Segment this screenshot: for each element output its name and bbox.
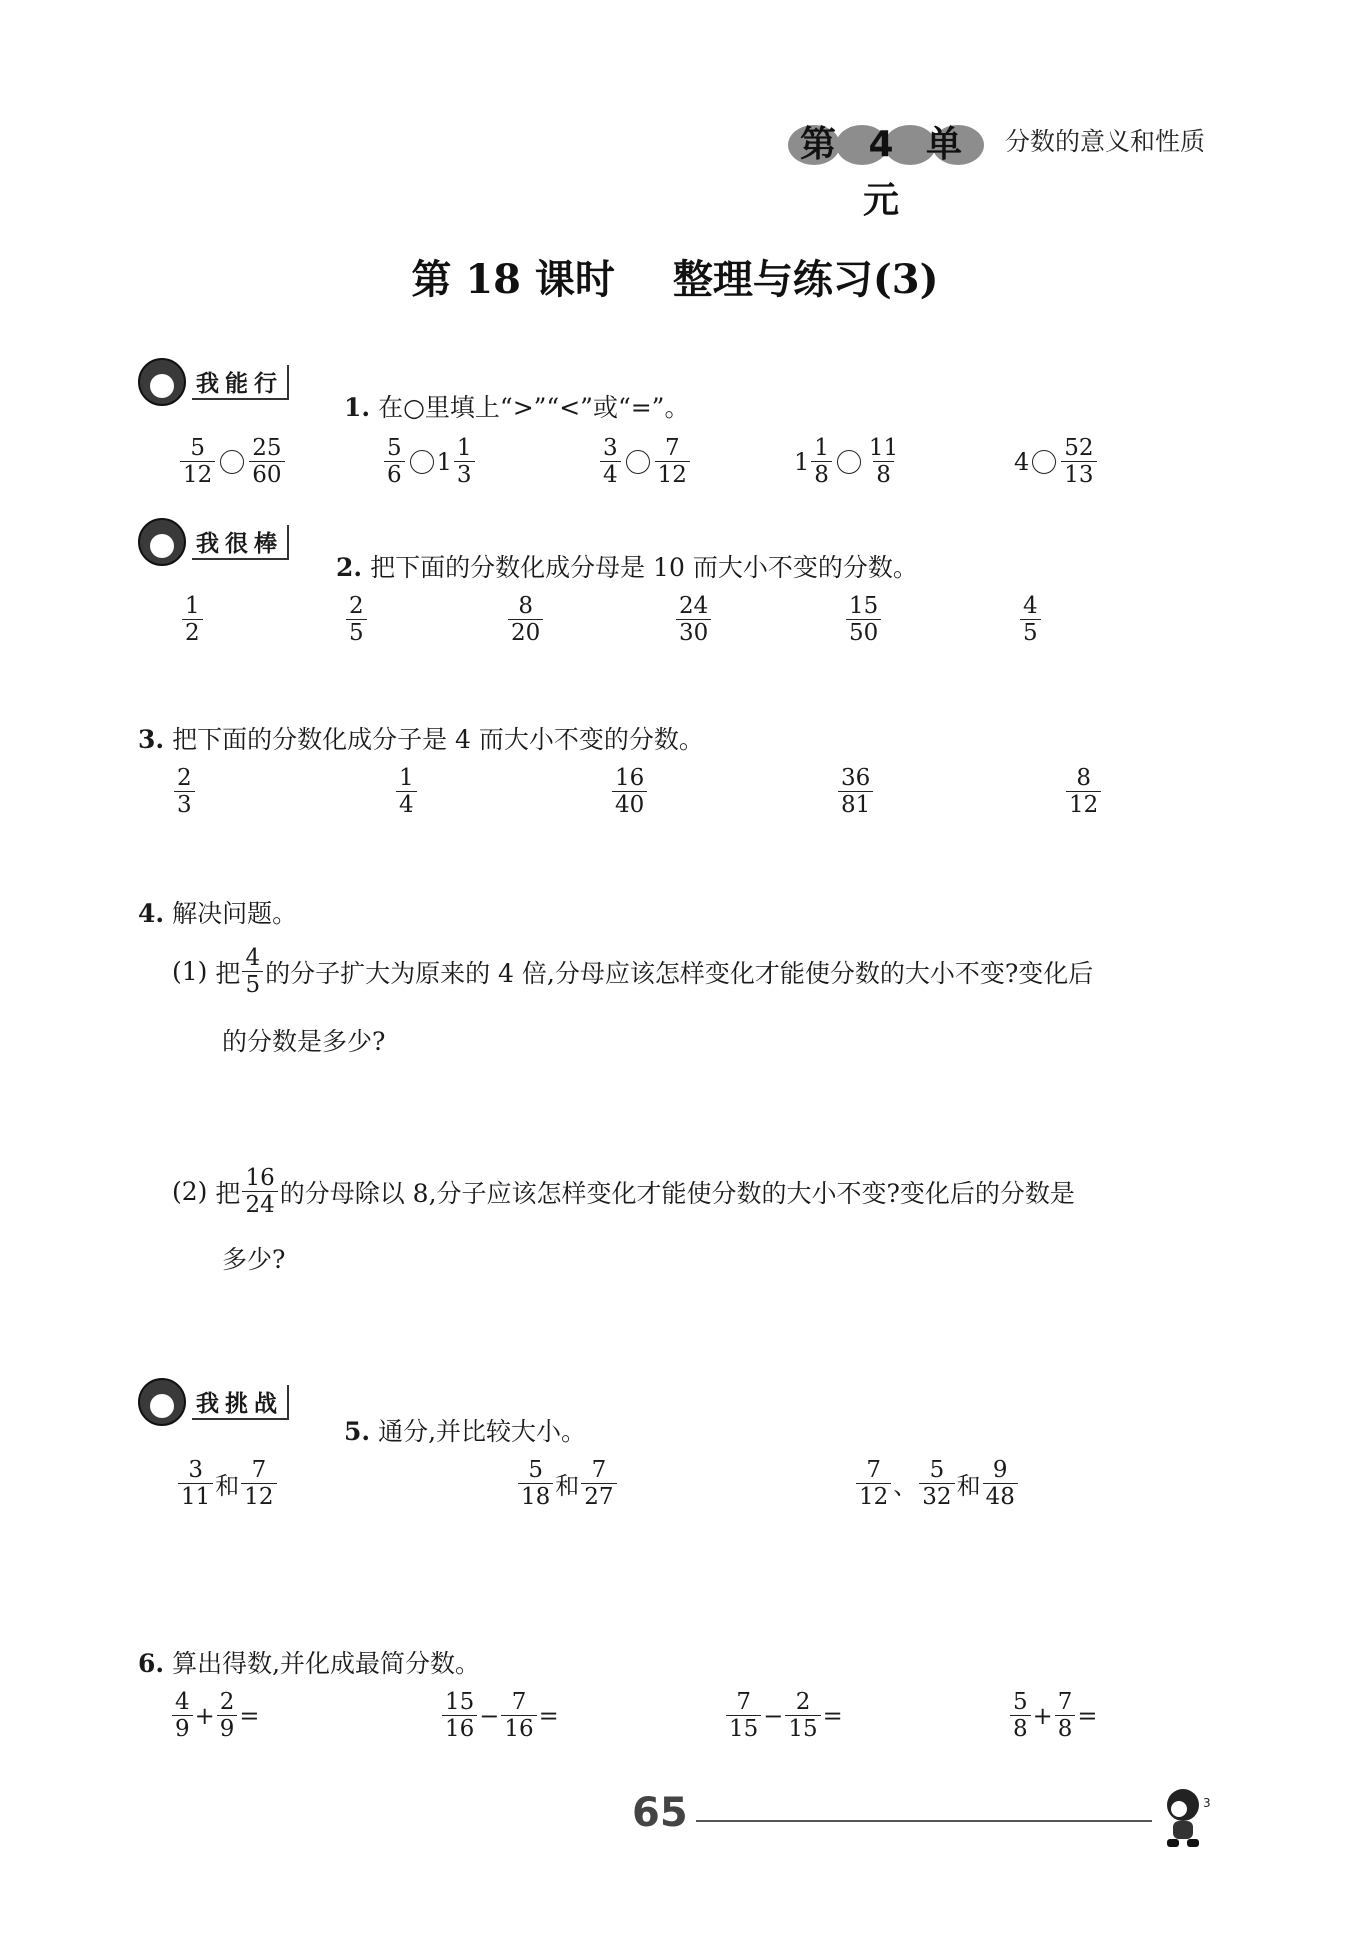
q1-item-2: $\frac{5}{6}$ 1 $\frac{1}{3}$ <box>382 436 477 487</box>
q5-group-2: $\frac{5}{18}$ 和 $\frac{7}{27}$ <box>516 1458 619 1509</box>
question-3: 3. 把下面的分数化成分子是 4 而大小不变的分数。 <box>138 725 704 754</box>
question-4: 4. 解决问题。 <box>138 899 298 928</box>
q2-fraction: $\frac{8}{20}$ <box>506 594 545 645</box>
q4-part-2: (2) 把 $\frac{16}{24}$ 的分母除以 8,分子应该怎样变化才能使分数的大小不变?变化后的分数是 <box>172 1165 1075 1219</box>
girl-mascot-icon <box>138 358 186 406</box>
badge-challenge: 我挑战 <box>138 1378 289 1426</box>
girl-mascot-icon <box>138 518 186 566</box>
q6-expression-4: $\frac{5}{8}$ + $\frac{7}{8}$ = <box>1008 1690 1098 1741</box>
answer-circle[interactable] <box>220 450 244 474</box>
page-title <box>0 248 1350 305</box>
q5-group-1: $\frac{3}{11}$ 和 $\frac{7}{12}$ <box>176 1458 279 1509</box>
unit-tab <box>788 117 984 221</box>
q6-expression-1: $\frac{4}{9}$ + $\frac{2}{9}$ = <box>170 1690 260 1741</box>
mascot-icon <box>1155 1785 1215 1855</box>
answer-circle[interactable] <box>410 450 434 474</box>
q3-fraction: $\frac{2}{3}$ <box>172 766 197 817</box>
badge-can-do: 我能行 <box>138 358 289 406</box>
question-6: 6. 算出得数,并化成最简分数。 <box>138 1649 481 1678</box>
q3-fraction: $\frac{36}{81}$ <box>836 766 875 817</box>
q3-fraction: $\frac{1}{4}$ <box>394 766 419 817</box>
q2-fraction: $\frac{4}{5}$ <box>1018 594 1043 645</box>
footer-rule <box>696 1820 1152 1822</box>
answer-circle[interactable] <box>1032 450 1056 474</box>
q3-fraction: $\frac{16}{40}$ <box>610 766 649 817</box>
q2-fraction: $\frac{2}{5}$ <box>344 594 369 645</box>
answer-circle[interactable] <box>626 450 650 474</box>
question-5: 5. 通分,并比较大小。 <box>344 1417 587 1446</box>
question-1: 1. 在○里填上“>”“<”或“=”。 <box>344 393 690 422</box>
q6-expression-3: $\frac{7}{15}$ − $\frac{2}{15}$ = <box>724 1690 843 1741</box>
page-number: 65 <box>632 1790 688 1836</box>
unit-label: 第 4 单元 <box>799 124 973 221</box>
q2-fraction: $\frac{24}{30}$ <box>674 594 713 645</box>
q1-item-1: $\frac{5}{12}$ $\frac{25}{60}$ <box>178 436 287 487</box>
svg-text:3: 3 <box>1203 1796 1211 1810</box>
q3-fraction: $\frac{8}{12}$ <box>1064 766 1103 817</box>
q2-fraction: $\frac{1}{2}$ <box>180 594 205 645</box>
q4-part-2-cont: 多少? <box>222 1245 286 1274</box>
lesson-number: 第 18 课时 <box>411 256 615 303</box>
q5-group-3: $\frac{7}{12}$ 、 $\frac{5}{32}$ 和 $\frac{9}{48}$ <box>854 1458 1020 1509</box>
unit-subtitle: 分数的意义和性质 <box>1005 127 1206 156</box>
q1-item-5: 4 $\frac{52}{13}$ <box>1014 436 1099 487</box>
q2-fraction: $\frac{15}{50}$ <box>844 594 883 645</box>
q1-item-3: $\frac{3}{4}$ $\frac{7}{12}$ <box>598 436 692 487</box>
question-2: 2. 把下面的分数化成分母是 10 而大小不变的分数。 <box>336 553 918 582</box>
badge-great: 我很棒 <box>138 518 289 566</box>
q4-part-1: (1) 把 $\frac{4}{5}$ 的分子扩大为原来的 4 倍,分母应该怎样变化才能使分数的大小不变?变化后 <box>172 945 1094 999</box>
q4-part-1-cont: 的分数是多少? <box>222 1027 386 1056</box>
boy-mascot-icon <box>138 1378 186 1426</box>
lesson-topic: 整理与练习(3) <box>672 256 939 303</box>
q1-item-4: 1 $\frac{1}{8}$ $\frac{11}{8}$ <box>794 435 899 489</box>
q6-expression-2: $\frac{15}{16}$ − $\frac{7}{16}$ = <box>440 1690 559 1741</box>
answer-circle[interactable] <box>837 450 861 474</box>
